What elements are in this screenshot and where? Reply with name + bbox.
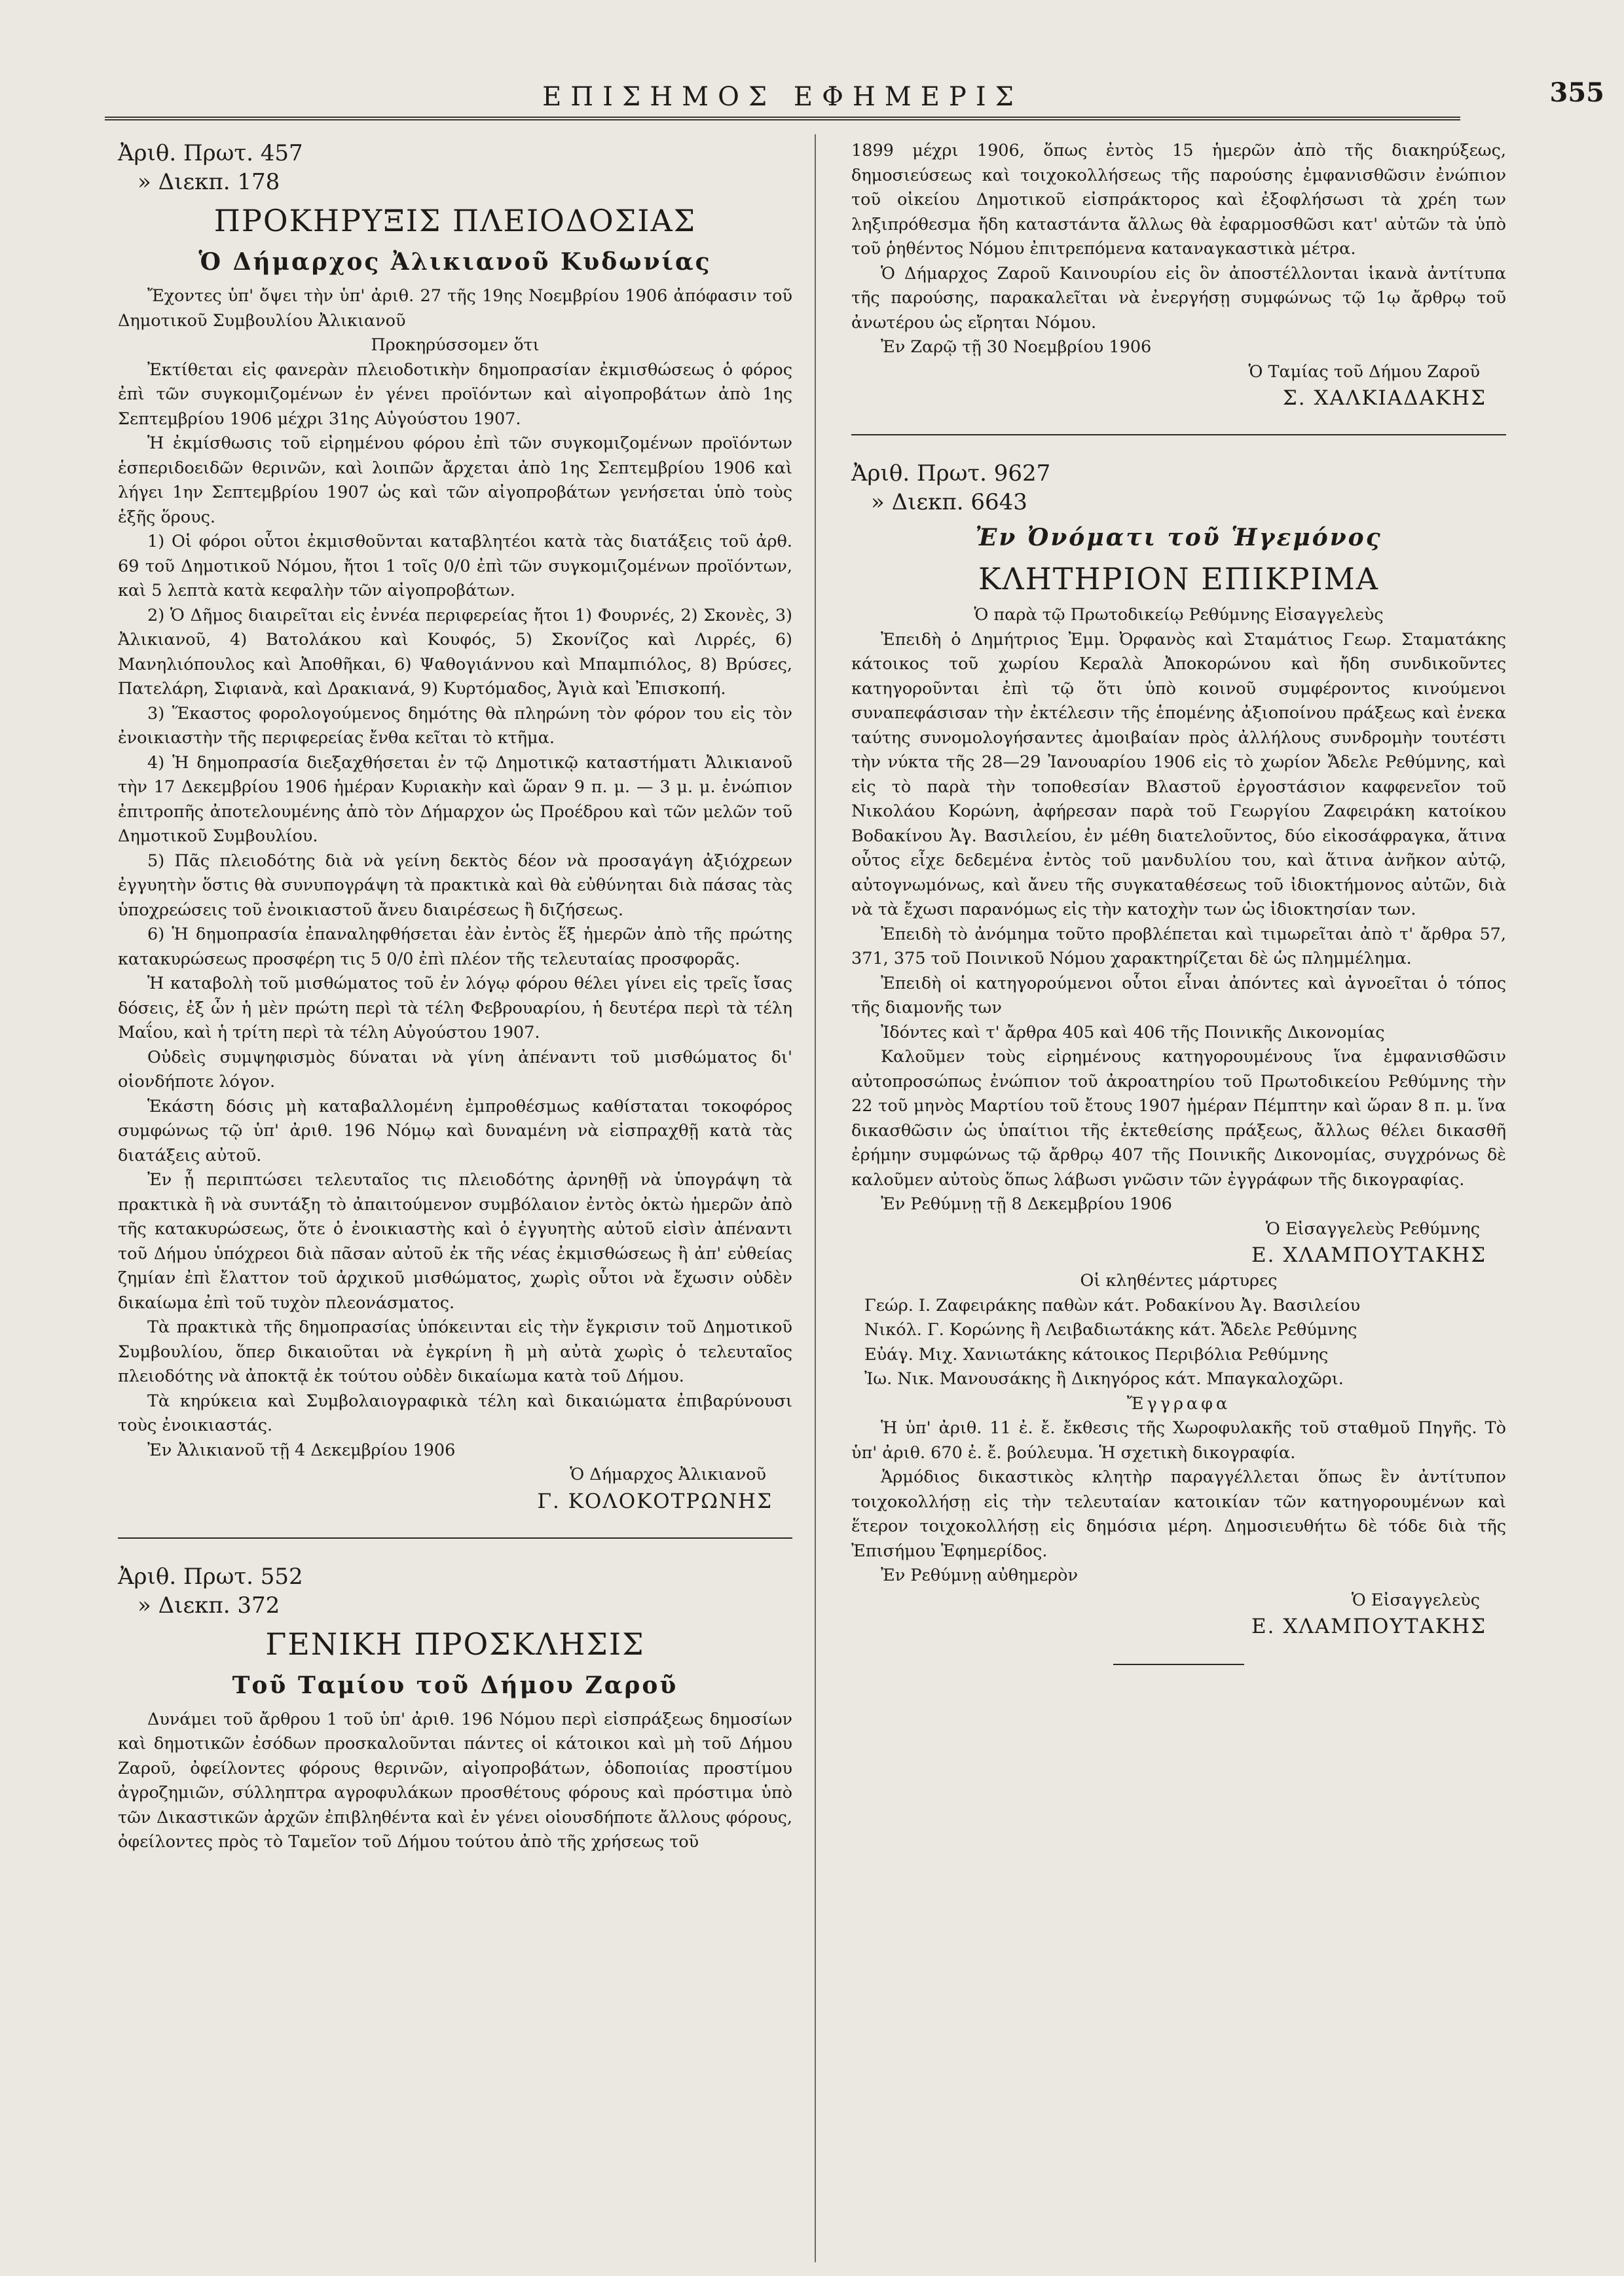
protocol-number: Ἀριθ. Πρωτ. 552 xyxy=(118,1563,303,1590)
paragraph: Τὰ πρακτικὰ τῆς δημοπρασίας ὑπόκεινται εἰς τὴν ἔγκρισιν τοῦ Δημοτικοῦ Συμβουλίου, ὅπερ δικαιοῦται νὰ ἐγκρίνη ἢ μὴ αὐτὰ χωρὶς ὁ τελευταῖος πλειοδότης νὰ ἀποκτᾷ ἐκ τούτου οὐδὲν δικαίωμα κατὰ τοῦ Δήμου. xyxy=(118,1317,792,1386)
column-divider xyxy=(815,134,816,2262)
documents-text: Ἡ ὑπ' ἀριθ. 11 ἐ. ἔ. ἔκθεσις τῆς Χωροφυλακῆς τοῦ σταθμοῦ Πηγῆς. Τὸ ὑπ' ἀριθ. 670 ἐ. ἔ. βούλευμα. Ἡ σχετικὴ δικογραφία. xyxy=(851,1418,1506,1463)
notice-subheading: Ὁ Δήμαρχος Ἀλικιανοῦ Κυδωνίας xyxy=(198,248,712,276)
signer-title: Ὁ Εἰσαγγελεὺς xyxy=(1351,1590,1480,1610)
paragraph: 1899 μέχρι 1906, ὅπως ἐντὸς 15 ἡμερῶν ἀπὸ τῆς διακηρύξεως, δημοσιεύσεως καὶ τοιχοκολλήσεως τῆς παρούσης ἐμφανισθῶσιν ἐνώπιον τοῦ οἰκείου Δημοτικοῦ εἰσπράκτορος καὶ ἐξοφλήσωσι τὰ χρέη των ληξιπρόθεσμα ἤδη καταστάντα ἄλλως θὰ ἐφαρμοσθῶσι κατ' αὐτῶν τὰ ὑπὸ τοῦ ῥηθέντος Νόμου ἐπιτρεπόμενα καταναγκαστικὰ μέτρα. xyxy=(851,141,1506,259)
date-line: Ἐν Ζαρῷ τῇ 30 Νοεμβρίου 1906 xyxy=(881,337,1152,357)
paragraph: Δυνάμει τοῦ ἄρθρου 1 τοῦ ὑπ' ἀριθ. 196 Νόμου περὶ εἰσπράξεως δημοσίων καὶ δημοτικῶν ἐσόδων προσκαλοῦνται πάντες οἱ κάτοικοι καὶ μὴ τοῦ Δήμου Ζαροῦ, ὀφείλοντες φόρους θερινῶν, αἰγοπροβάτων, ὁδοποιίας προστίμου ἀγροζημιῶν, σύλληπτρα αγροφυλάκων προσθέτους φόρους καὶ πρόστιμα ὑπὸ τῶν Δικαστικῶν ἀρχῶν ἐπιβληθέντα καὶ ἐν γένει οἱουσδήποτε ἄλλους φόρους, ὀφείλοντες πρὸς τὸ Ταμεῖον τοῦ Δήμου τούτου ἀπὸ τῆς χρήσεως τοῦ xyxy=(118,1709,792,1852)
protocol-number: Ἀριθ. Πρωτ. 457 xyxy=(118,140,303,166)
dispatch-number: » Διεκπ. 372 xyxy=(138,1592,280,1619)
signer-name: Ε. ΧΛΑΜΠΟΥΤΑΚΗΣ xyxy=(1251,1615,1486,1638)
signer-title: Ὁ Ταμίας τοῦ Δήμου Ζαροῦ xyxy=(1248,361,1480,382)
invocation: Ἐν Ὀνόματι τοῦ Ἡγεμόνος xyxy=(975,524,1382,551)
signer-title: Ὁ Δήμαρχος Ἀλικιανοῦ xyxy=(570,1465,766,1484)
dispatch-number: » Διεκπ. 6643 xyxy=(871,489,1027,515)
paragraph: Καλοῦμεν τοὺς εἰρημένους κατηγορουμένους ἵνα ἐμφανισθῶσιν αὐτοπροσώπως ἐνώπιον τοῦ ἀκροατηρίου τοῦ Πρωτοδικείου Ρεθύμνης τὴν 22 τοῦ μηνὸς Μαρτίου τοῦ ἔτους 1907 ἡμέραν Πέμπτην καὶ ὥραν 8 π. μ. ἵνα δικασθῶσιν ὡς ὑπαίτιοι τῆς ἐκτεθείσης πράξεως, ἄλλως θέλει δικασθῆ ἐρήμην συμφώνως τῷ ἄρθρῳ 407 τῆς Ποινικῆς Δικονομίας, συγχρόνως δὲ καλοῦμεν αὐτοὺς ὅπως λάβωσι γνῶσιν τῶν ἐγγράφων τῆς δικογραφίας. xyxy=(851,1047,1506,1190)
paragraph: 1) Οἱ φόροι οὗτοι ἐκμισθοῦνται καταβλητέοι κατὰ τὰς διατάξεις τοῦ ἀρθ. 69 τοῦ Δημοτικοῦ Νόμου, ἤτοι 1 τοῖς 0/0 ἐπὶ τῶν συγκομιζομένων προϊόντων, καὶ 5 λεπτὰ κατὰ κεφαλὴν τῶν αἰγοπροβάτων. xyxy=(118,532,792,600)
witness-entry: Εὐάγ. Μιχ. Χανιωτάκης κάτοικος Περιβόλια Ρεθύμνης xyxy=(864,1344,1329,1365)
date-line: Ἐν Ρεθύμνῃ τῇ 8 Δεκεμβρίου 1906 xyxy=(881,1194,1172,1214)
closing-rule xyxy=(1113,1664,1244,1665)
date-line: Ἐν Ἀλικιανοῦ τῇ 4 Δεκεμβρίου 1906 xyxy=(147,1440,456,1460)
paragraph: Ἐν ᾗ περιπτώσει τελευταῖος τις πλειοδότης ἀρνηθῇ νὰ ὑπογράψη τὰ πρακτικὰ ἢ νὰ συντάξη τὸ ἀπαιτούμενον συμβόλαιον ἐντὸς ὀκτὼ ἡμερῶν ἀπὸ τῆς κατακυρώσεως, ὅτε ὁ ἐνοικιαστὴς καὶ ὁ ἐγγυητὴς αὐτοῦ εἰσὶν ἀπέναντι τοῦ Δήμου ὑπόχρεοι διὰ πᾶσαν αὐτοῦ ἐκ τῆς νέας ἐκμισθώσεως ἢ ἀπ' εὐθείας ζημίαν ἐπὶ ἔλαττον τοῦ ἀρχικοῦ μισθώματος, χωρὶς οὗτοι νὰ ἔχωσιν οὐδὲν δικαίωμα ἐπὶ τοῦ τυχὸν πλεονάσματος. xyxy=(118,1170,792,1313)
paragraph: Τὰ κηρύκεια καὶ Συμβολαιογραφικὰ τέλη καὶ δικαιώματα ἐπιβαρύνουσι τοὺς ἐνοικιαστάς. xyxy=(118,1391,792,1435)
paragraph: Ἰδόντες καὶ τ' ἄρθρα 405 καὶ 406 τῆς Ποινικῆς Δικονομίας xyxy=(881,1022,1385,1042)
date-line: Ἐν Ρεθύμνῃ αὐθημερὸν xyxy=(881,1566,1079,1585)
section-rule xyxy=(118,1537,792,1539)
paragraph: Ἐπειδὴ ὁ Δημήτριος Ἐμμ. Ὀρφανὸς καὶ Σταμάτιος Γεωρ. Σταματάκης κάτοικος τοῦ χωρίου Κεραλὰ Ἀποκορώνου καὶ ἤδη συνδικοῦντες κατηγοροῦνται ἐπὶ τῷ ὅτι ὑπὸ κοινοῦ συμφέροντος κινούμενοι συναπεφάσισαν τὴν ἐκτέλεσιν τῆς ἑπομένης ἀξιοποίνου πράξεως καὶ ἐνεκα ταύτης συνομολογήσαντες ἀμοιβαίαν πρὸς ἀλλήλους συνδρομὴν τουτέστι τὴν νύκτα τῆς 28—29 Ἰανουαρίου 1906 εἰς τὸ χωρίον Ἄδελε Ρεθύμνης, καὶ εἰς τὸ παρὰ τὴν τοποθεσίαν Βλαστοῦ ἐργοστάσιον καφφενεῖον τοῦ Νικολάου Κορώνη, ἀφήρεσαν παρὰ τοῦ Γεωργίου Ζαφειράκη κατοίκου Βοδακίνου Ἀγ. Βασιλείου, ἐν μέθη διατελοῦντος, δύο εἰκοσάφραγκα, ἅτινα οὗτος εἶχε δεδεμένα ἐντὸς τοῦ μανδυλίου του, καὶ ἅτινα ἀνῆκον αὐτῷ, αὐτογνωμόνως, καὶ ἄνευ τῆς συγκαταθέσεως τοῦ ἰδιοκτήμονος αὐτῶν, διὰ νὰ τὰ ἔχωσι παρανόμως εἰς τὴν κατοχὴν των ὡς ἰδιοκτησίαν των. xyxy=(851,629,1506,919)
signer-title: Ὁ Εἰσαγγελεὺς Ρεθύμνης xyxy=(1265,1219,1480,1239)
paragraph: Ἐπειδὴ οἱ κατηγορούμενοι οὗτοι εἶναι ἀπόντες καὶ ἀγνοεῖται ὁ τόπος τῆς διαμονῆς των xyxy=(851,973,1506,1018)
paragraph: 2) Ὁ Δῆμος διαιρεῖται εἰς ἐννέα περιφερείας ἤτοι 1) Φουρνές, 2) Σκονὲς, 3) Ἀλικιανοῦ, 4) Βατολάκου καὶ Κουφός, 5) Σκονίζος καὶ Λιρρές, 6) Μανηλιόπουλος καὶ Ἀποθῆκαι, 6) Ψαθογιάννου καὶ Μπαμπιόλος, 8) Βρύσες, Πατελάρη, Σιφιανὰ, καὶ Δρακιανά, 9) Κυρτόμαδος, Ἀγιὰ καὶ Ἐπισκοπή. xyxy=(118,605,792,699)
documents-heading: Ἔγγραφα xyxy=(1126,1393,1231,1414)
notice-heading: ΓΕΝΙΚΗ ΠΡΟΣΚΛΗΣΙΣ xyxy=(265,1626,645,1662)
closing-paragraph: Ἁρμόδιος δικαστικὸς κλητὴρ παραγγέλλεται ὅπως ἓν ἀντίτυπον τοιχοκολλήσῃ εἰς τὴν τελευταίαν κατοικίαν τῶν κατηγορουμένων καὶ ἕτερον τοιχοκολλήσῃ εἰς δημόσια μέρη. Δημοσιευθήτω δὲ τόδε διὰ τῆς Ἐπισήμου Ἐφημερίδος. xyxy=(851,1467,1506,1561)
witness-entry: Νικόλ. Γ. Κορώνης ἢ Λειβαδιωτάκης κάτ. Ἄδελε Ρεθύμνης xyxy=(864,1320,1357,1340)
paragraph: Ἔχοντες ὑπ' ὄψει τὴν ὑπ' ἀριθ. 27 τῆς 19ης Νοεμβρίου 1906 ἀπόφασιν τοῦ Δημοτικοῦ Συμβουλίου Ἀλικιανοῦ xyxy=(118,286,792,331)
notice-heading: ΠΡΟΚΗΡΥΞΙΣ ΠΛΕΙΟΔΟΣΙΑΣ xyxy=(213,203,697,238)
witness-entry: Γεώρ. Ι. Ζαφειράκης παθὼν κάτ. Ροδακίνου Ἀγ. Βασιλείου xyxy=(864,1295,1361,1315)
section-rule xyxy=(851,434,1506,435)
paragraph: Ἡ ἐκμίσθωσις τοῦ εἰρημένου φόρου ἐπὶ τῶν συγκομιζομένων προϊόντων ἑσπεριδοειδῶν θερινῶν, καὶ λοιπῶν ἄρχεται ἀπὸ 1ης Σεπτεμβρίου 1906 καὶ λήγει 1ην Σεπτεμβρίου 1907 ὡς καὶ τῶν αἰγοπροβάτων γενήσεται ὑπὸ τοὺς ἑξῆς ὅρους. xyxy=(118,433,792,527)
right-column xyxy=(851,139,1506,1665)
witnesses-heading: Οἱ κληθέντες μάρτυρες xyxy=(1080,1271,1278,1291)
signer-name: Γ. ΚΟΛΟΚΟΤΡΩΝΗΣ xyxy=(537,1489,773,1513)
paragraph: Ἐκτίθεται εἰς φανερὰν πλειοδοτικὴν δημοπρασίαν ἐκμισθώσεως ὁ φόρος ἐπὶ τῶν συγκομιζομένων ἐν γένει προϊόντων καὶ αἰγοπροβάτων ἀπὸ 1ης Σεπτεμβρίου 1906 μέχρι 31ης Αὐγούστου 1907. xyxy=(118,359,792,429)
notice-heading: ΚΛΗΤΗΡΙΟΝ ΕΠΙΚΡΙΜΑ xyxy=(978,561,1379,597)
paragraph: Ὁ Δήμαρχος Ζαροῦ Καινουρίου εἰς ὃν ἀποστέλλονται ἱκανὰ ἀντίτυπα τῆς παρούσης, παρακαλεῖται νὰ ἐνεργήσῃ συμφώνως τῷ 1ῳ ἄρθρῳ τοῦ ἀνωτέρου ὡς εἴρηται Νόμου. xyxy=(851,263,1506,333)
witness-entry: Ἰω. Νικ. Μανουσάκης ἢ Δικηγόρος κάτ. Μπαγκαλοχῶρι. xyxy=(864,1369,1344,1389)
paragraph: Ἑκάστη δόσις μὴ καταβαλλομένη ἐμπροθέσμως καθίσταται τοκοφόρος συμφώνως τῷ ὑπ' ἀριθ. 196 Νόμῳ καὶ δυναμένη νὰ εἰσπραχθῇ κατὰ τὰς διατάξεις αὐτοῦ. xyxy=(118,1096,792,1166)
intro-line: Ὁ παρὰ τῷ Πρωτοδικείῳ Ρεθύμνης Εἰσαγγελεὺς xyxy=(974,605,1384,625)
paragraph: 6) Ἡ δημοπρασία ἐπαναληφθήσεται ἐὰν ἐντὸς ἕξ ἡμερῶν ἀπὸ τῆς πρώτης κατακυρώσεως προσφέρη τις 5 0/0 ἐπὶ πλέον τῆς τελευταίας προσφορᾶς. xyxy=(118,925,792,969)
paragraph: Οὐδεὶς συμψηφισμὸς δύναται νὰ γίνη ἀπέναντι τοῦ μισθώματος δι' οἱονδήποτε λόγον. xyxy=(118,1047,792,1092)
dispatch-number: » Διεκπ. 178 xyxy=(138,169,280,195)
gazette-title: ΕΠΙΣΗΜΟΣ ΕΦΗΜΕΡΙΣ xyxy=(542,82,1023,112)
left-column xyxy=(118,139,792,1855)
signer-name: Ε. ΧΛΑΜΠΟΥΤΑΚΗΣ xyxy=(1251,1243,1486,1267)
paragraph: Προκηρύσσομεν ὅτι xyxy=(371,335,540,355)
notice-subheading: Τοῦ Ταμίου τοῦ Δήμου Ζαροῦ xyxy=(232,1671,678,1699)
page-number: 355 xyxy=(1549,77,1604,108)
running-head xyxy=(105,77,1604,120)
paragraph: 5) Πᾶς πλειοδότης διὰ νὰ γείνη δεκτὸς δέον νὰ προσαγάγη ἀξιόχρεων ἐγγυητὴν ὅστις θὰ συνυπογράψη τὰ πρακτικὰ καὶ θὰ εὐθύνηται διὰ πάσας τὰς ὑποχρεώσεις τοῦ ἐνοικιαστοῦ ἄνευ διαιρέσεως ἢ διζήσεως. xyxy=(118,851,792,920)
signer-name: Σ. ΧΑΛΚΙΑΔΑΚΗΣ xyxy=(1282,386,1486,410)
paragraph: Ἐπειδὴ τὸ ἀνόμημα τοῦτο προβλέπεται καὶ τιμωρεῖται ἀπὸ τ' ἄρθρα 57, 371, 375 τοῦ Ποινικοῦ Νόμου χαρακτηρίζεται δὲ ὡς πλημμέλημα. xyxy=(851,924,1506,968)
paragraph: 4) Ἡ δημοπρασία διεξαχθήσεται ἐν τῷ Δημοτικῷ καταστήματι Ἀλικιανοῦ τὴν 17 Δεκεμβρίου 1906 ἡμέραν Κυριακὴν καὶ ὥραν 9 π. μ. — 3 μ. μ. ἐνώπιον ἐπιτροπῆς ἀποτελουμένης ἀπὸ τὸν Δήμαρχον ὡς Προέδρου καὶ τῶν μελῶν τοῦ Δημοτικοῦ Συμβουλίου. xyxy=(118,752,792,846)
paragraph: Ἡ καταβολὴ τοῦ μισθώματος τοῦ ἐν λόγῳ φόρου θέλει γίνει εἰς τρεῖς ἴσας δόσεις, ἐξ ὧν ἡ μὲν πρώτη περὶ τὰ τέλη Φεβρουαρίου, ἡ δευτέρα περὶ τὰ τέλη Μαΐου, καὶ ἡ τρίτη περὶ τὰ τέλη Αὐγούστου 1907. xyxy=(118,974,792,1042)
paragraph: 3) Ἕκαστος φορολογούμενος δημότης θὰ πληρώνη τὸν φόρον του εἰς τὸν ἐνοικιαστὴν τῆς περιφερείας ἔνθα κεῖται τὸ κτῆμα. xyxy=(118,703,792,748)
protocol-number: Ἀριθ. Πρωτ. 9627 xyxy=(851,460,1051,486)
